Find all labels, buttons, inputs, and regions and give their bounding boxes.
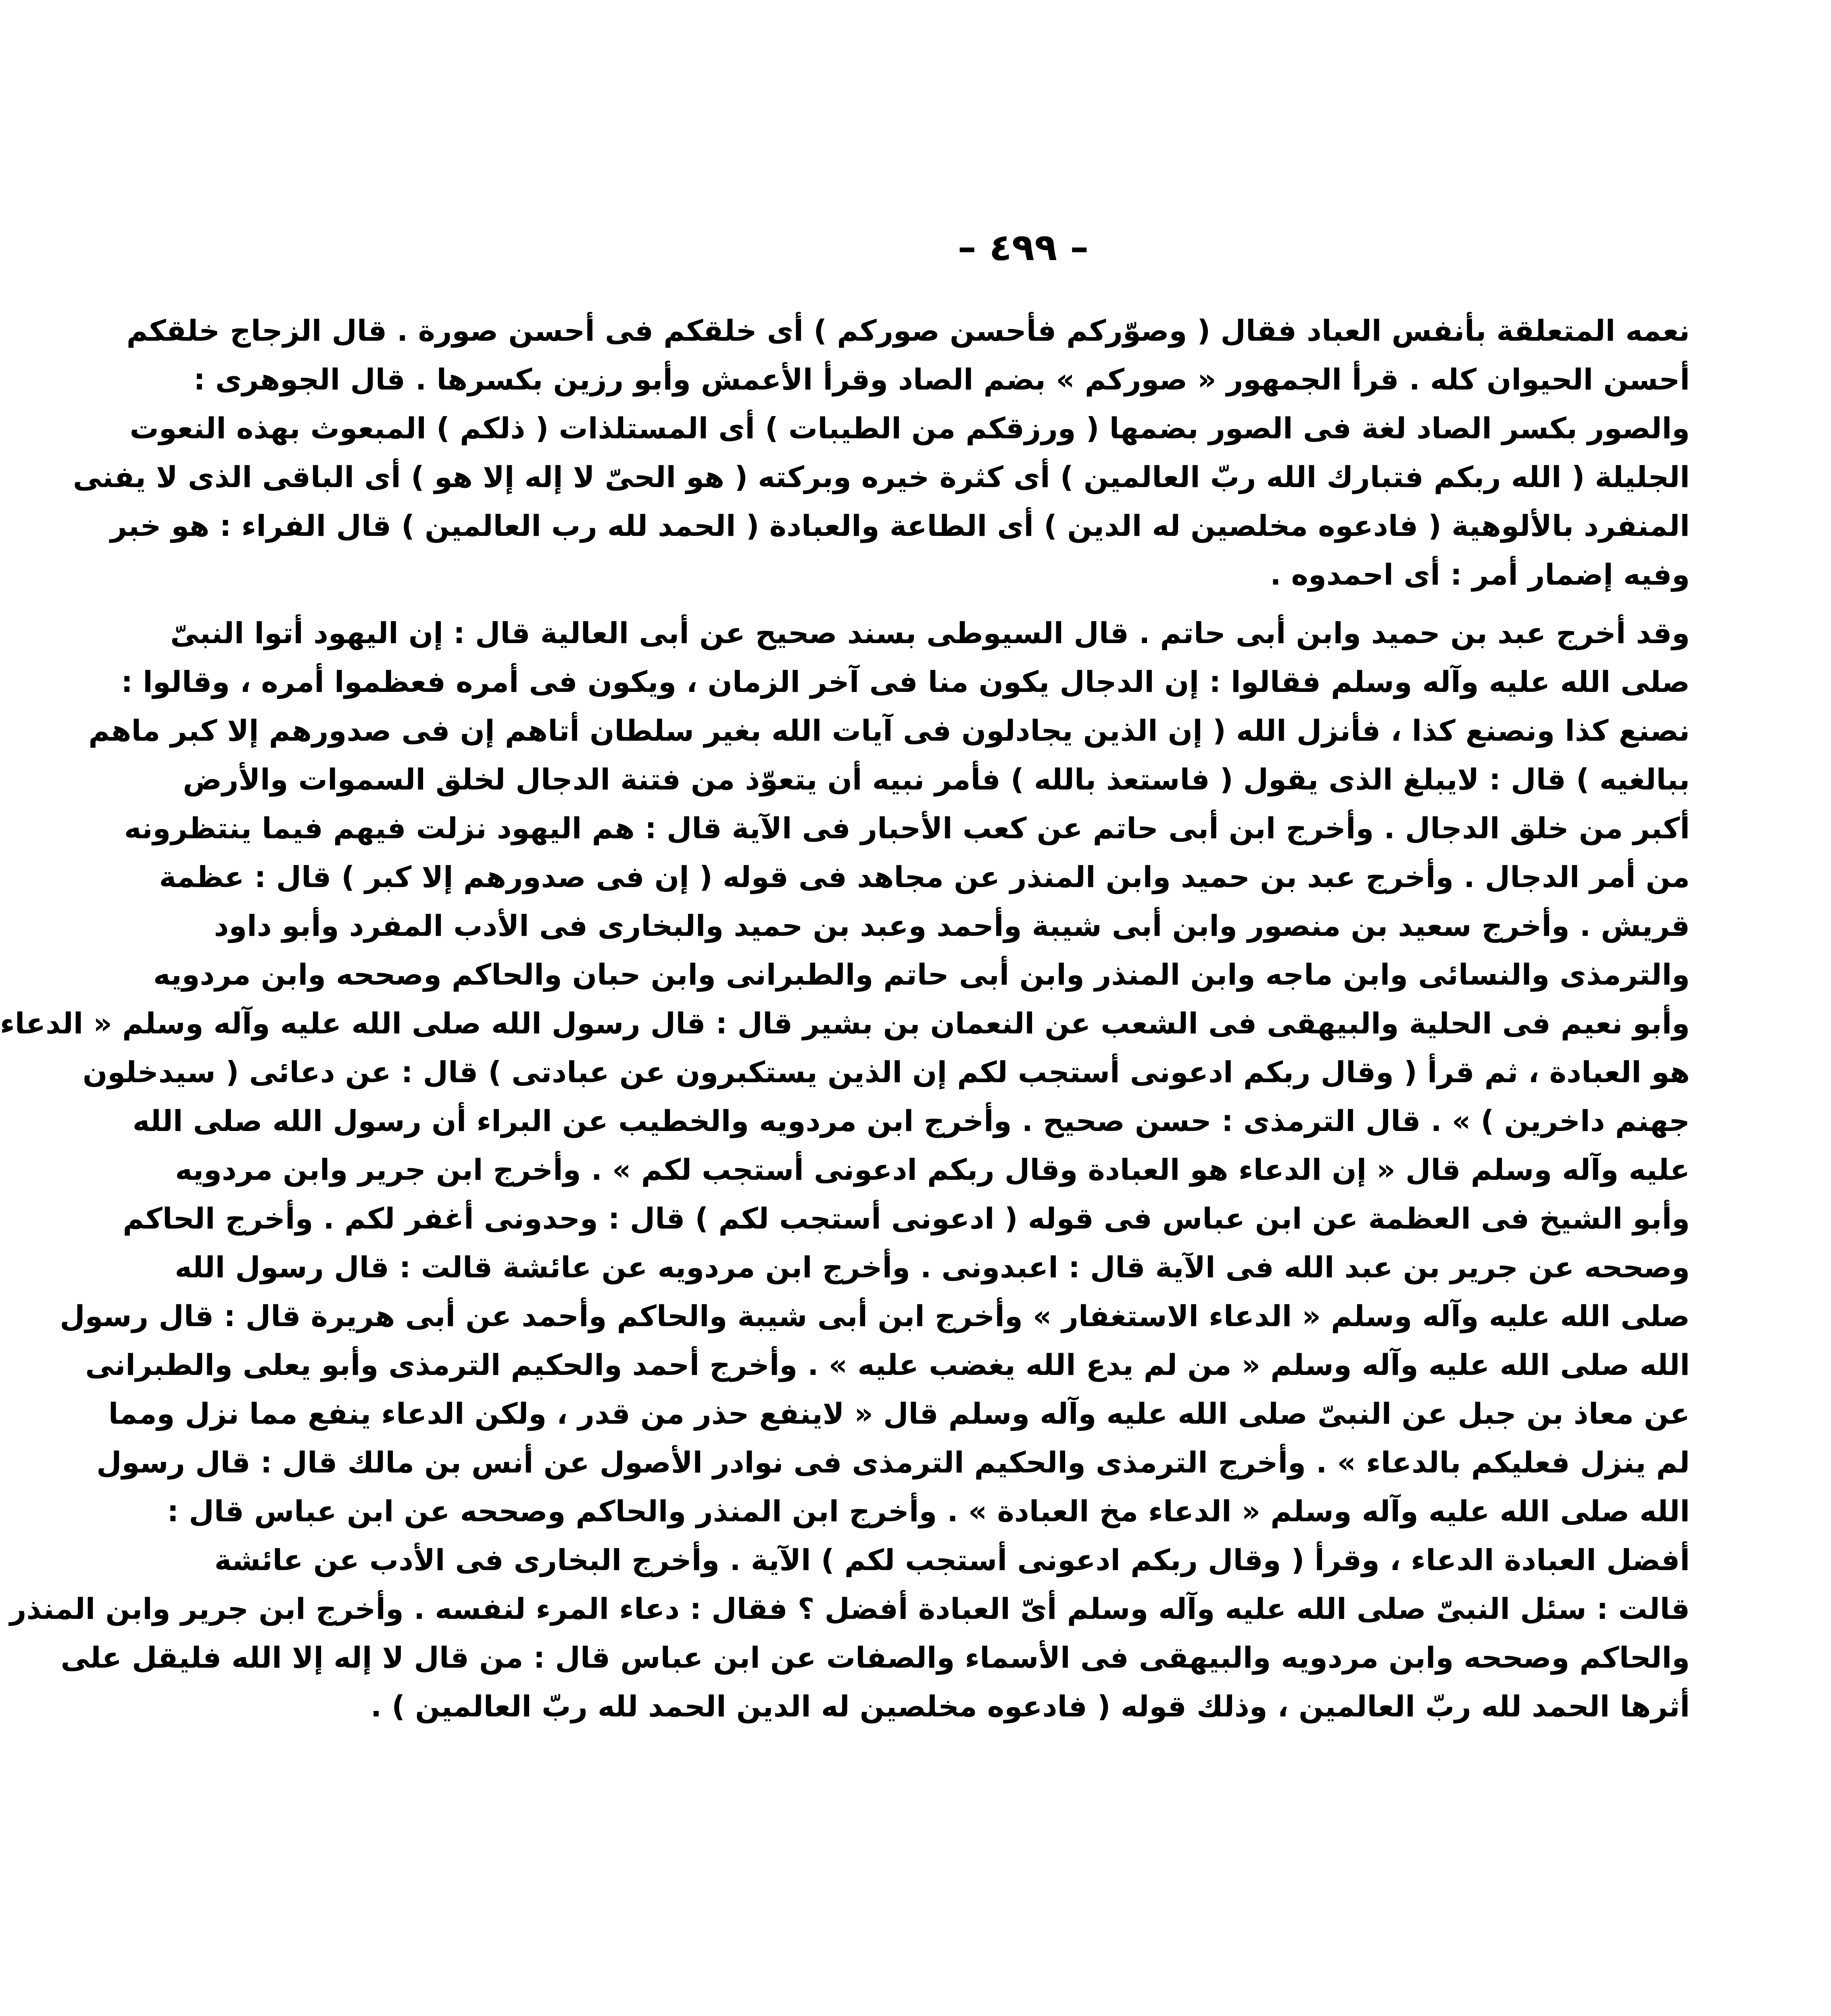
text-line: عن معاذ بن جبل عن النبىّ صلى الله عليه وآله وسلم قال « لاينفع حذر من قدر ، ولكن الدعاء ينفع مما نزل ومما xyxy=(108,1397,1690,1431)
text-line: عليه وآله وسلم قال « إن الدعاء هو العبادة وقال ربكم ادعونى أستجب لكم » . وأخرج ابن جرير وابن مردويه xyxy=(175,1153,1690,1187)
text-line: أحسن الحيوان كله . قرأ الجمهور « صوركم » بضم الصاد وقرأ الأعمش وأبو رزين بكسرها . قال الجوهرى : xyxy=(193,362,1690,396)
text-line: قريش . وأخرج سعيد بن منصور وابن أبى شيبة وأحمد وعبد بن حميد والبخارى فى الأدب المفرد وأبو داود xyxy=(214,909,1690,943)
text-line: والصور بكسر الصاد لغة فى الصور بضمها ( ورزقكم من الطيبات ) أى المستلذات ( ذلكم ) المبعوث بهذه النعوت xyxy=(129,411,1690,445)
paragraph-narrations xyxy=(0,609,1690,1731)
text-line: لم ينزل فعليكم بالدعاء » . وأخرج الترمذى والحكيم الترمذى فى نوادر الأصول عن أنس بن مالك قال : قال رسول xyxy=(96,1445,1690,1479)
page-number: – ٤٩٩ – xyxy=(957,226,1089,269)
text-line: والحاكم وصححه وابن مردويه والبيهقى فى الأسماء والصفات عن ابن عباس قال : من قال لا إله إلا الله فليقل على xyxy=(60,1641,1690,1674)
text-line: الجليلة ( الله ربكم فتبارك الله ربّ العالمين ) أى كثرة خيره وبركته ( هو الحىّ لا إله إلا هو ) أى الباقى الذى لا يفنى xyxy=(73,460,1690,494)
text-line: وصححه عن جرير بن عبد الله فى الآية قال : اعبدونى . وأخرج ابن مردويه عن عائشة قالت : قال رسول الله xyxy=(175,1250,1690,1284)
text-line: ببالغيه ) قال : لايبلغ الذى يقول ( فاستعذ بالله ) فأمر نبيه أن يتعوّذ من فتنة الدجال لخلق السموات والأرض xyxy=(183,762,1690,796)
text-line: نعمه المتعلقة بأنفس العباد فقال ( وصوّركم فأحسن صوركم ) أى خلقكم فى أحسن صورة . قال الزجاج خلقكم xyxy=(126,314,1690,348)
text-line: أفضل العبادة الدعاء ، وقرأ ( وقال ربكم ادعونى أستجب لكم ) الآية . وأخرج البخارى فى الأدب عن عائشة xyxy=(214,1543,1690,1577)
text-line: أثرها الحمد لله ربّ العالمين ، وذلك قوله ( فادعوه مخلصين له الدين الحمد لله ربّ العالمين ) . xyxy=(370,1689,1690,1723)
text-line: أكبر من خلق الدجال . وأخرج ابن أبى حاتم عن كعب الأحبار فى الآية قال : هم اليهود نزلت فيهم فيما ينتظرونه xyxy=(124,811,1690,845)
text-line: نصنع كذا ونصنع كذا ، فأنزل الله ( إن الذين يجادلون فى آيات الله بغير سلطان أتاهم إن فى صدورهم إلا كبر ماهم xyxy=(88,714,1690,748)
text-line: وفيه إضمار أمر : أى احمدوه . xyxy=(1270,558,1690,591)
text-line: صلى الله عليه وآله وسلم « الدعاء الاستغفار » وأخرج ابن أبى شيبة والحاكم وأحمد عن أبى هريرة قال : قال رسول xyxy=(60,1299,1690,1333)
text-line: قالت : سئل النبىّ صلى الله عليه وآله وسلم أىّ العبادة أفضل ؟ فقال : دعاء المرء لنفسه . وأخرج ابن جرير وابن المنذر xyxy=(9,1592,1690,1626)
text-line: وأبو الشيخ فى العظمة عن ابن عباس فى قوله ( ادعونى أستجب لكم ) قال : وحدونى أغفر لكم . وأخرج الحاكم xyxy=(123,1202,1690,1235)
text-line: من أمر الدجال . وأخرج عبد بن حميد وابن المنذر عن مجاهد فى قوله ( إن فى صدورهم إلا كبر ) قال : عظمة xyxy=(159,860,1690,894)
text-line: والترمذى والنسائى وابن ماجه وابن المنذر وابن أبى حاتم والطبرانى وابن حبان والحاكم وصححه وابن مردويه xyxy=(153,958,1690,991)
text-line: صلى الله عليه وآله وسلم فقالوا : إن الدجال يكون منا فى آخر الزمان ، ويكون فى أمره فعظموا أمره ، وقالوا : xyxy=(121,665,1690,699)
text-line: الله صلى الله عليه وآله وسلم « من لم يدع الله يغضب عليه » . وأخرج أحمد والحكيم الترمذى وأبو يعلى والطبرانى xyxy=(85,1348,1690,1382)
text-line: المنفرد بالألوهية ( فادعوه مخلصين له الدين ) أى الطاعة والعبادة ( الحمد لله رب العالمين ) قال الفراء : هو خبر xyxy=(110,509,1690,543)
paragraph-tafsir xyxy=(73,306,1690,599)
text-line: الله صلى الله عليه وآله وسلم « الدعاء مخ العبادة » . وأخرج ابن المنذر والحاكم وصححه عن ابن عباس قال : xyxy=(167,1494,1690,1528)
text-line: هو العبادة ، ثم قرأ ( وقال ربكم ادعونى أستجب لكم إن الذين يستكبرون عن عبادتى ) قال : عن دعائى ( سيدخلون xyxy=(82,1055,1690,1089)
text-line: وقد أخرج عبد بن حميد وابن أبى حاتم . قال السيوطى بسند صحيح عن أبى العالية قال : إن اليهود أتوا النبىّ xyxy=(170,616,1690,650)
text-line: جهنم داخرين ) » . قال الترمذى : حسن صحيح . وأخرج ابن مردويه والخطيب عن البراء أن رسول الله صلى الله xyxy=(132,1104,1690,1138)
text-line: وأبو نعيم فى الحلية والبيهقى فى الشعب عن النعمان بن بشير قال : قال رسول الله صلى الله عليه وآله وسلم « الدعاء xyxy=(0,1006,1690,1040)
